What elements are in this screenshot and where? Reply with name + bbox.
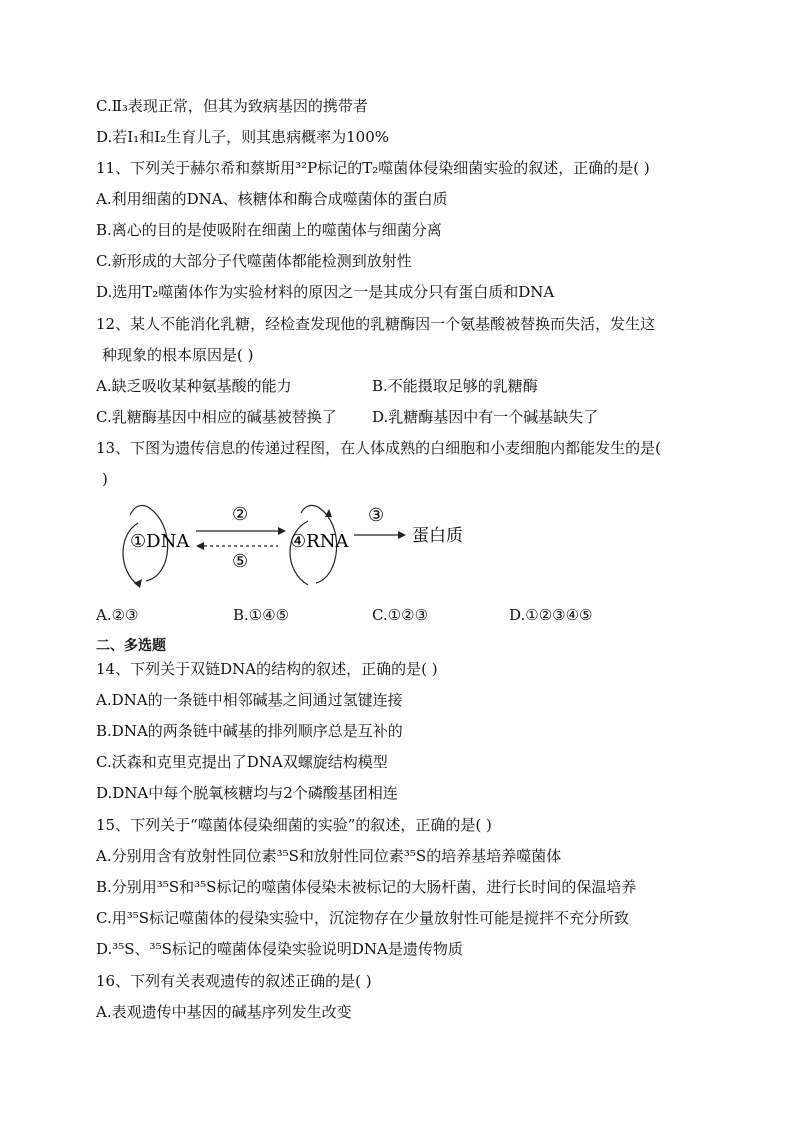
rna-label: ④RNA [290,531,349,552]
question-12-line1: 12、某人不能消化乳糖，经检查发现他的乳糖酶因一个氨基酸被替换而失活，发生这 [96,315,656,333]
question-14: 14、下列关于双链DNA的结构的叙述，正确的是( ) [96,660,438,678]
q14-option-a: A.DNA的一条链中相邻碱基之间通过氢键连接 [96,691,403,709]
question-12-line2: 种现象的根本原因是( ) [102,346,254,364]
q15-option-d: D.³⁵S、³⁵S标记的噬菌体侵染实验说明DNA是遗传物质 [96,940,463,958]
q13-option-b: B.①④⑤ [233,606,290,624]
dna-loop-arrowhead-icon [134,579,142,588]
question-13-line2: ) [102,470,108,488]
transcription-arrowhead-icon [278,527,286,535]
arrow-5-label: ⑤ [232,551,249,572]
question-13-line1: 13、下图为遗传信息的传递过程图，在人体成熟的白细胞和小麦细胞内都能发生的是( [96,439,661,457]
section-heading-multi-choice: 二、多选题 [96,638,166,654]
q13-option-c: C.①②③ [372,606,429,624]
dna-label: ①DNA [130,531,190,552]
q12-option-a: A.缺乏吸收某种氨基酸的能力 [96,377,292,395]
q10-option-d: D.若Ⅰ₁和Ⅰ₂生育儿子，则其患病概率为100% [96,128,390,146]
q10-option-c: C.Ⅱ₃表现正常，但其为致病基因的携带者 [96,97,368,115]
q11-option-c: C.新形成的大部分子代噬菌体都能检测到放射性 [96,252,412,270]
protein-label: 蛋白质 [412,526,463,546]
question-16: 16、下列有关表观遗传的叙述正确的是( ) [96,972,372,990]
arrow-3-label: ③ [368,505,385,526]
q15-option-b: B.分别用³⁵S和³⁵S标记的噬菌体侵染未被标记的大肠杆菌，进行长时间的保温培养 [96,878,637,896]
genetic-information-flow-diagram [118,495,498,595]
q13-option-d: D.①②③④⑤ [509,606,593,624]
q12-option-d: D.乳糖酶基因中有一个碱基缺失了 [372,408,599,426]
q12-option-c: C.乳糖酶基因中相应的碱基被替换了 [96,408,337,426]
q14-option-b: B.DNA的两条链中碱基的排列顺序总是互补的 [96,722,403,740]
reverse-transcription-arrowhead-icon [196,542,204,550]
q11-option-d: D.选用T₂噬菌体作为实验材料的原因之一是其成分只有蛋白质和DNA [96,283,555,301]
arrow-2-label: ② [232,504,249,525]
q15-option-c: C.用³⁵S标记噬菌体的侵染实验中，沉淀物存在少量放射性可能是搅拌不充分所致 [96,909,630,927]
rna-loop-arrowhead-icon [325,509,332,517]
q14-option-c: C.沃森和克里克提出了DNA双螺旋结构模型 [96,753,388,771]
q11-option-a: A.利用细菌的DNA、核糖体和酶合成噬菌体的蛋白质 [96,190,448,208]
q12-option-b: B.不能摄取足够的乳糖酶 [372,377,538,395]
translation-arrowhead-icon [398,531,406,539]
question-15: 15、下列关于“噬菌体侵染细菌的实验”的叙述，正确的是( ) [96,816,492,834]
q11-option-b: B.离心的目的是使吸附在细菌上的噬菌体与细菌分离 [96,221,442,239]
q16-option-a: A.表观遗传中基因的碱基序列发生改变 [96,1003,352,1021]
q14-option-d: D.DNA中每个脱氧核糖均与2个磷酸基团相连 [96,784,398,802]
q13-option-a: A.②③ [96,606,139,624]
q15-option-a: A.分别用含有放射性同位素³⁵S和放射性同位素³⁵S的培养基培养噬菌体 [96,847,562,865]
question-11: 11、下列关于赫尔希和蔡斯用³²P标记的T₂噬菌体侵染细菌实验的叙述，正确的是( ) [96,159,650,177]
